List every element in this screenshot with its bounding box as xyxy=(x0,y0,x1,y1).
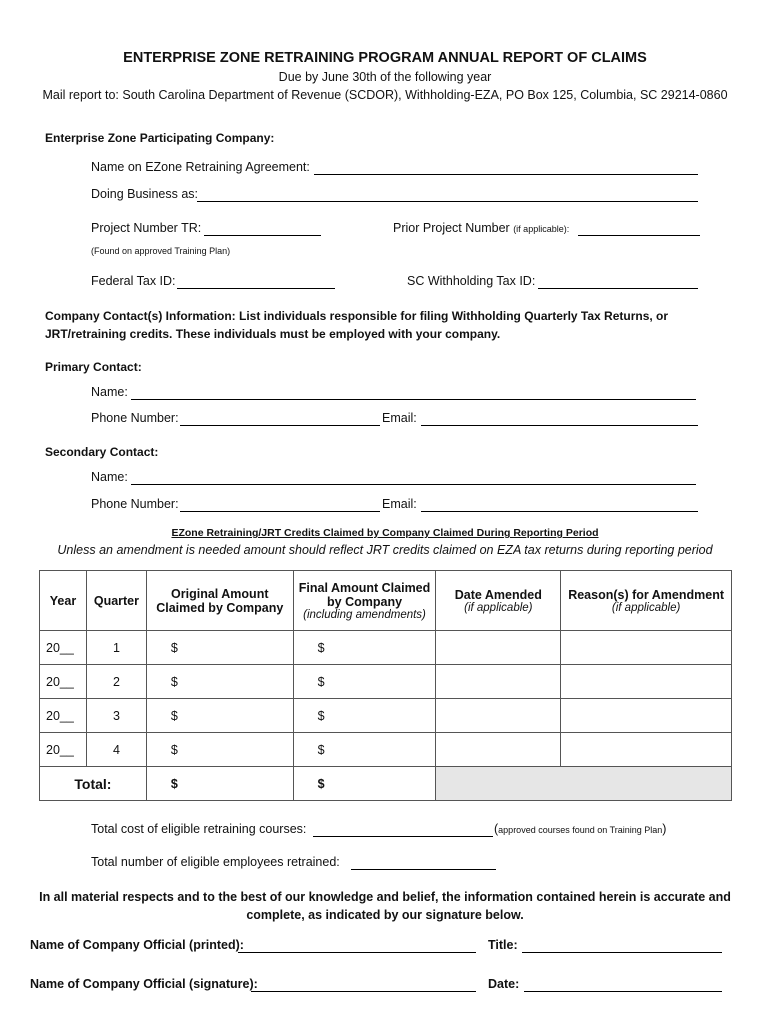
total-shaded-cell xyxy=(436,767,732,801)
row-quarter: 3 xyxy=(86,699,146,733)
sc-withholding-label: SC Withholding Tax ID: xyxy=(407,274,536,288)
company-heading: Enterprise Zone Participating Company: xyxy=(45,131,275,145)
row-quarter: 2 xyxy=(86,665,146,699)
row-original-amount[interactable]: $ xyxy=(146,733,293,767)
total-label: Total: xyxy=(40,767,147,801)
project-number-label: Project Number TR: xyxy=(91,221,202,235)
primary-phone-field[interactable] xyxy=(180,412,380,426)
row-reason[interactable] xyxy=(561,699,732,733)
employees-retrained-label: Total number of eligible employees retrained: xyxy=(91,855,340,869)
col-reason: Reason(s) for Amendment (if applicable) xyxy=(561,571,732,631)
agreement-name-label: Name on EZone Retraining Agreement: xyxy=(91,160,310,174)
project-number-field[interactable] xyxy=(204,222,321,236)
agreement-name-field[interactable] xyxy=(314,161,698,175)
total-final-amount[interactable]: $ xyxy=(293,767,436,801)
secondary-contact-heading: Secondary Contact: xyxy=(45,445,159,459)
row-date-amended[interactable] xyxy=(436,699,561,733)
total-original-amount[interactable]: $ xyxy=(146,767,293,801)
row-quarter: 1 xyxy=(86,631,146,665)
col-year: Year xyxy=(40,571,87,631)
secondary-email-field[interactable] xyxy=(421,498,698,512)
row-year[interactable]: 20__ xyxy=(40,699,87,733)
prior-project-label: Prior Project Number (if applicable): xyxy=(393,221,570,235)
credits-heading: EZone Retraining/JRT Credits Claimed by Company Claimed During Reporting Period xyxy=(171,527,599,539)
claims-table xyxy=(39,570,732,801)
primary-name-field[interactable] xyxy=(131,386,696,400)
employees-retrained-field[interactable] xyxy=(351,856,496,870)
course-cost-note: (approved courses found on Training Plan) xyxy=(494,822,667,836)
federal-tax-id-field[interactable] xyxy=(177,275,335,289)
row-original-amount[interactable]: $ xyxy=(146,665,293,699)
row-reason[interactable] xyxy=(561,665,732,699)
col-final: Final Amount Claimed by Company (including amendments) xyxy=(293,571,436,631)
table-row xyxy=(40,733,732,767)
printed-name-field[interactable] xyxy=(238,939,476,953)
signature-field[interactable] xyxy=(251,978,476,992)
federal-tax-id-label: Federal Tax ID: xyxy=(91,274,176,288)
due-date-note: Due by June 30th of the following year xyxy=(278,70,492,84)
row-final-amount[interactable]: $ xyxy=(293,733,436,767)
training-plan-note: (Found on approved Training Plan) xyxy=(91,246,231,256)
primary-email-label: Email: xyxy=(382,411,417,425)
secondary-phone-field[interactable] xyxy=(180,498,380,512)
row-reason[interactable] xyxy=(561,631,732,665)
certification-line2: complete, as indicated by our signature below. xyxy=(246,908,524,922)
dba-label: Doing Business as: xyxy=(91,187,199,201)
claims-header-row xyxy=(40,571,732,631)
secondary-name-field[interactable] xyxy=(131,471,696,485)
secondary-name-label: Name: xyxy=(91,470,128,484)
sc-withholding-field[interactable] xyxy=(538,275,698,289)
table-row xyxy=(40,699,732,733)
mail-address-note: Mail report to: South Carolina Department of Revenue (SCDOR), Withholding-EZA, PO Box 125, Columbia, SC 29214-0860 xyxy=(42,88,728,102)
printed-name-label: Name of Company Official (printed): xyxy=(30,938,244,952)
title-label: Title: xyxy=(488,938,518,952)
row-date-amended[interactable] xyxy=(436,631,561,665)
primary-phone-label: Phone Number: xyxy=(91,411,179,425)
table-row xyxy=(40,665,732,699)
form-title: ENTERPRISE ZONE RETRAINING PROGRAM ANNUAL REPORT OF CLAIMS xyxy=(123,50,647,66)
row-year[interactable]: 20__ xyxy=(40,631,87,665)
secondary-phone-label: Phone Number: xyxy=(91,497,179,511)
course-cost-field[interactable] xyxy=(313,823,493,837)
row-final-amount[interactable]: $ xyxy=(293,631,436,665)
contacts-intro-line1: Company Contact(s) Information: List individuals responsible for filing Withholding Quarterly Tax Returns, or xyxy=(45,309,669,323)
row-year[interactable]: 20__ xyxy=(40,665,87,699)
row-original-amount[interactable]: $ xyxy=(146,699,293,733)
row-date-amended[interactable] xyxy=(436,665,561,699)
total-row xyxy=(40,767,732,801)
col-original: Original Amount Claimed by Company xyxy=(146,571,293,631)
row-final-amount[interactable]: $ xyxy=(293,665,436,699)
col-date-amended: Date Amended (if applicable) xyxy=(436,571,561,631)
date-field[interactable] xyxy=(524,978,722,992)
row-original-amount[interactable]: $ xyxy=(146,631,293,665)
table-row xyxy=(40,631,732,665)
title-field[interactable] xyxy=(522,939,722,953)
signature-label: Name of Company Official (signature): xyxy=(30,977,258,991)
contacts-intro-line2: JRT/retraining credits. These individuals must be employed with your company. xyxy=(45,327,501,341)
primary-name-label: Name: xyxy=(91,385,128,399)
certification-line1: In all material respects and to the best of our knowledge and belief, the information contained herein is accurate and xyxy=(39,890,731,904)
course-cost-label: Total cost of eligible retraining courses: xyxy=(91,822,307,836)
row-date-amended[interactable] xyxy=(436,733,561,767)
dba-field[interactable] xyxy=(197,188,698,202)
secondary-email-label: Email: xyxy=(382,497,417,511)
row-year[interactable]: 20__ xyxy=(40,733,87,767)
row-quarter: 4 xyxy=(86,733,146,767)
date-label: Date: xyxy=(488,977,520,991)
col-quarter: Quarter xyxy=(86,571,146,631)
credits-note: Unless an amendment is needed amount should reflect JRT credits claimed on EZA tax returns during reporting period xyxy=(57,543,713,557)
primary-contact-heading: Primary Contact: xyxy=(45,360,142,374)
row-final-amount[interactable]: $ xyxy=(293,699,436,733)
row-reason[interactable] xyxy=(561,733,732,767)
primary-email-field[interactable] xyxy=(421,412,698,426)
prior-project-field[interactable] xyxy=(578,222,700,236)
